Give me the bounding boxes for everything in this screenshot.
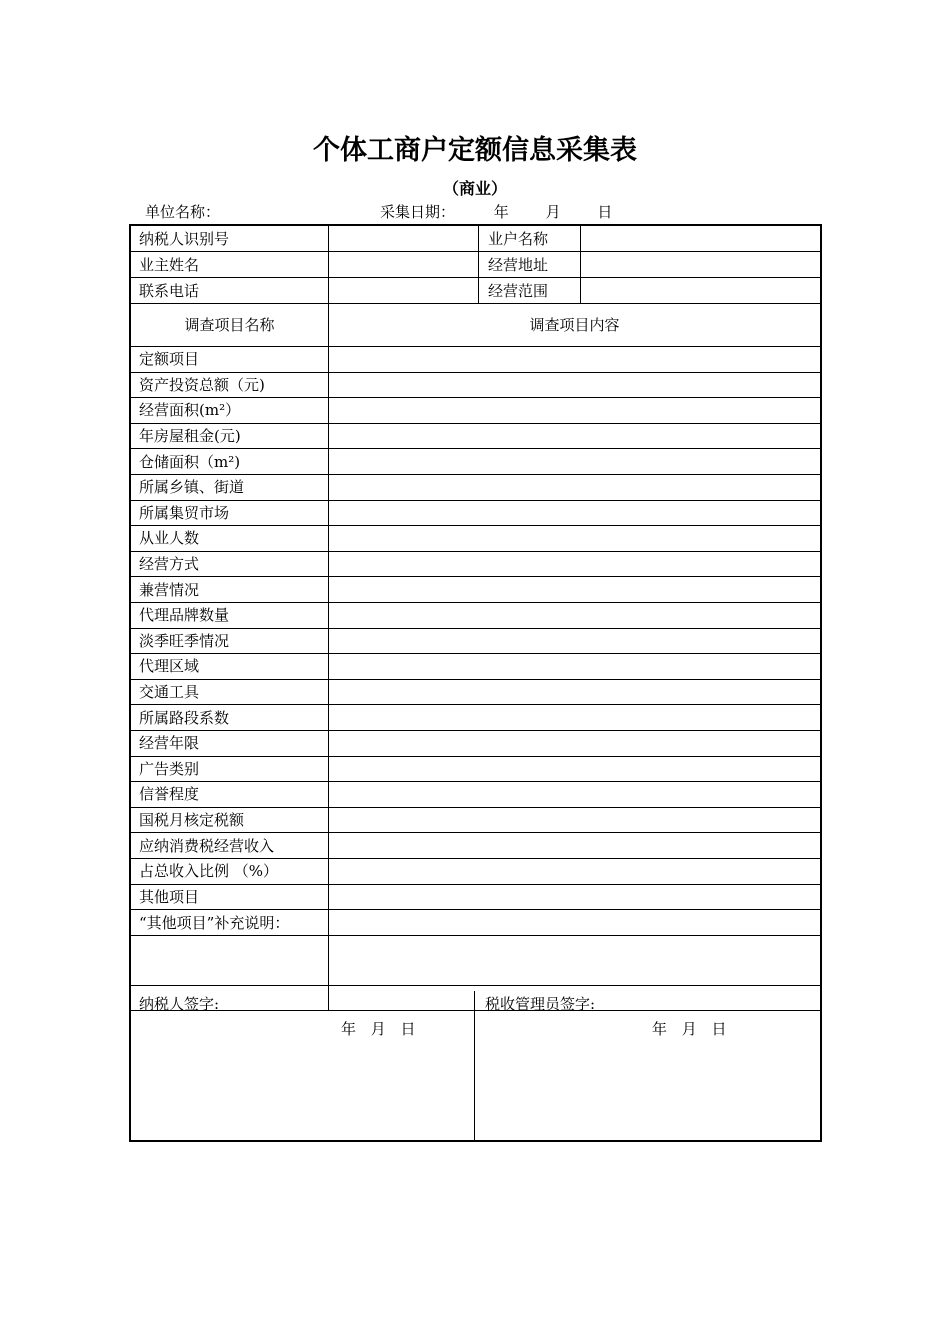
survey-item: 所属路段系数 xyxy=(139,709,230,727)
row-divider xyxy=(131,551,820,552)
taxpayer-id-label: 纳税人识别号 xyxy=(139,230,230,248)
row-divider xyxy=(131,448,820,449)
owner-name-label: 业主姓名 xyxy=(139,256,200,274)
content-column-header: 调查项目内容 xyxy=(529,316,620,334)
survey-item: 所属集贸市场 xyxy=(139,504,230,522)
date-month: 月 xyxy=(545,203,561,221)
row-divider xyxy=(131,679,820,680)
survey-item: 仓储面积（m²) xyxy=(139,453,241,471)
column-divider xyxy=(580,226,581,303)
date-year: 年 xyxy=(493,203,509,221)
row-divider xyxy=(131,884,820,885)
form-title: 个体工商户定额信息采集表 xyxy=(313,135,637,166)
row-divider xyxy=(131,397,820,398)
survey-item: 所属乡镇、街道 xyxy=(139,478,245,496)
other-item-label: 其他项目 xyxy=(139,888,200,906)
survey-item: 信誉程度 xyxy=(139,785,200,803)
row-divider xyxy=(131,653,820,654)
survey-item: 经营年限 xyxy=(139,734,200,752)
survey-item: 淡季旺季情况 xyxy=(139,632,230,650)
form-subtitle: （商业） xyxy=(442,179,507,198)
row-divider xyxy=(131,372,820,373)
row-divider xyxy=(131,909,820,910)
supplement-label: “其他项目”补充说明： xyxy=(139,914,290,932)
row-divider xyxy=(131,807,820,808)
row-divider xyxy=(131,500,820,501)
column-divider xyxy=(328,226,329,1010)
row-divider xyxy=(131,602,820,603)
row-divider xyxy=(131,277,820,278)
survey-item: 定额项目 xyxy=(139,350,200,368)
survey-item: 代理区域 xyxy=(139,657,200,675)
date-day: 日 xyxy=(597,203,613,221)
row-divider xyxy=(131,985,820,986)
manager-signature-label: 税收管理员签字: xyxy=(485,995,596,1013)
collection-date xyxy=(380,201,612,222)
row-divider xyxy=(131,730,820,731)
row-divider xyxy=(131,858,820,859)
survey-item: 国税月核定税额 xyxy=(139,811,245,829)
row-divider xyxy=(131,474,820,475)
taxpayer-signature-label: 纳税人签字: xyxy=(139,995,220,1013)
survey-item: 经营面积(m²） xyxy=(139,401,241,419)
consumption-ratio-line1: 应纳消费税经营收入 xyxy=(139,837,275,855)
row-divider xyxy=(131,756,820,757)
address-label: 经营地址 xyxy=(488,256,549,274)
row-divider xyxy=(131,781,820,782)
phone-label: 联系电话 xyxy=(139,282,200,300)
consumption-ratio-line2: 占总收入比例 （%） xyxy=(139,862,279,880)
form-table xyxy=(129,224,822,1142)
survey-item: 兼营情况 xyxy=(139,581,200,599)
survey-item: 广告类别 xyxy=(139,760,200,778)
row-divider xyxy=(131,628,820,629)
row-divider xyxy=(131,423,820,424)
column-divider xyxy=(478,226,479,303)
row-divider xyxy=(131,576,820,577)
item-column-header: 调查项目名称 xyxy=(184,316,275,334)
row-divider xyxy=(131,303,820,304)
survey-item: 年房屋租金(元) xyxy=(139,427,241,445)
taxpayer-signature-date: 年 月 日 xyxy=(341,1020,416,1038)
survey-item: 资产投资总额（元) xyxy=(139,376,265,394)
survey-item: 交通工具 xyxy=(139,683,200,701)
unit-name-label: 单位名称： xyxy=(145,203,221,221)
row-divider xyxy=(131,346,820,347)
manager-signature-date: 年 月 日 xyxy=(652,1020,727,1038)
survey-item: 从业人数 xyxy=(139,529,200,547)
household-name-label: 业户名称 xyxy=(488,230,549,248)
row-divider xyxy=(131,251,820,252)
signature-divider xyxy=(474,991,475,1140)
collection-date-label: 采集日期： xyxy=(380,203,456,221)
survey-item: 经营方式 xyxy=(139,555,200,573)
survey-item: 代理品牌数量 xyxy=(139,606,230,624)
row-divider xyxy=(131,704,820,705)
scope-label: 经营范围 xyxy=(488,282,549,300)
row-divider xyxy=(131,525,820,526)
row-divider xyxy=(131,1010,820,1011)
row-divider xyxy=(131,832,820,833)
row-divider xyxy=(131,935,820,936)
